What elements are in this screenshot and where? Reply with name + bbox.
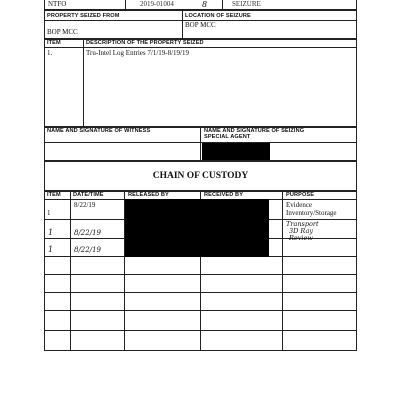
item-column-header: ITEM (47, 40, 61, 46)
custody-header-received-by: RECEIVED BY (204, 192, 244, 198)
location-of-seizure-value: BOP MCC (185, 21, 216, 29)
custody-header-item: ITEM (47, 192, 61, 198)
custody-row-1-purpose-line2: Inventory/Storage (286, 209, 337, 217)
custody-row-2-purpose-line1: Transport (286, 220, 319, 228)
top-row-mark: 8 (202, 0, 208, 9)
location-of-seizure-label: LOCATION OF SEIZURE (185, 13, 251, 19)
witness-signature-label: NAME AND SIGNATURE OF WITNESS (47, 128, 151, 134)
chain-of-custody-title: CHAIN OF CUSTODY (152, 171, 249, 181)
seizing-agent-label-line1: NAME AND SIGNATURE OF SEIZING (204, 128, 305, 134)
custody-row-2-purpose-line2: 3D Ray (289, 227, 314, 235)
custody-row-2-item: 1 (48, 228, 54, 237)
item-description: Tru-Intel Log Entries 7/1/19-8/19/19 (86, 49, 189, 57)
custody-row-1-datetime: 8/22/19 (74, 201, 96, 209)
redaction-released-by (125, 199, 200, 257)
redaction-agent-name (202, 143, 270, 160)
property-seized-from-value: BOP MCC (47, 28, 78, 36)
custody-row-3-item: 1 (48, 245, 54, 254)
custody-row-1-purpose-line1: Evidence (286, 201, 313, 209)
top-row-left: NTFO (48, 0, 67, 8)
property-seized-from-label: PROPERTY SEIZED FROM (47, 13, 120, 19)
custody-row-1-item: 1 (47, 209, 51, 217)
top-row-mid: 2019-01004 (140, 0, 174, 8)
custody-header-purpose: PURPOSE (286, 192, 315, 198)
custody-row-2-purpose-line3: Review (289, 234, 313, 242)
description-column-header: DESCRIPTION OF THE PROPERTY SEIZED (86, 40, 204, 46)
item-number: 1. (47, 49, 53, 57)
redaction-received-by (200, 199, 269, 257)
custody-row-3-datetime: 8/22/19 (74, 246, 101, 254)
custody-header-released-by: RELEASED BY (128, 192, 169, 198)
custody-row-2-datetime: 8/22/19 (74, 229, 101, 237)
custody-header-datetime: DATE/TIME (73, 192, 104, 198)
top-row-right: SEIZURE (232, 0, 261, 8)
top-row (44, 0, 357, 10)
seizing-agent-label-line2: SPECIAL AGENT (204, 134, 251, 140)
